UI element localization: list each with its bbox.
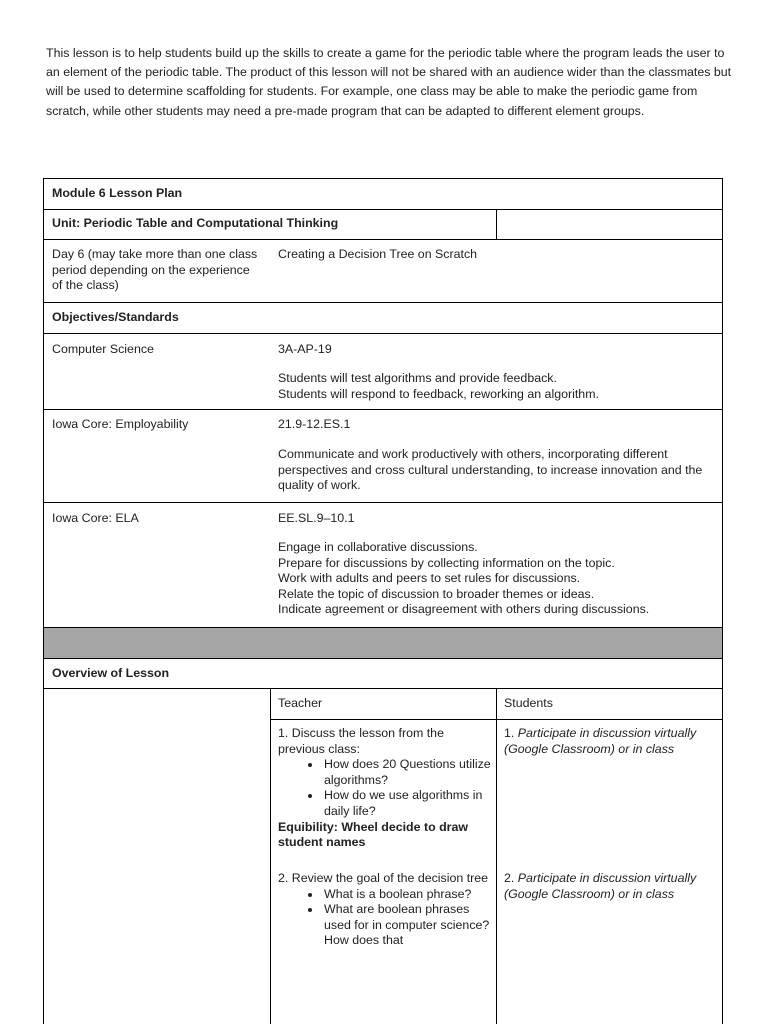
day-label: Day 6 (may take more than one class period depending on the experience of the class) <box>52 247 258 293</box>
standard-description: Students will test algorithms and provide feedback. Students will respond to feedback, reworking an algorithm. <box>278 371 599 401</box>
overview-heading: Overview of Lesson <box>52 666 170 680</box>
shaded-divider-row <box>44 628 722 658</box>
table-rule <box>496 688 497 1024</box>
table-rule <box>496 209 497 239</box>
table-rule <box>43 239 723 240</box>
table-rule <box>43 502 723 503</box>
table-title: Module 6 Lesson Plan <box>52 186 183 200</box>
unit-title: Unit: Periodic Table and Computational Thinking <box>52 216 339 230</box>
table-rule <box>43 409 723 410</box>
standard-name: Iowa Core: ELA <box>52 511 139 525</box>
standard-code: 3A-AP-19 <box>278 342 332 356</box>
table-rule <box>43 302 723 303</box>
standard-name: Computer Science <box>52 342 154 356</box>
teacher-step: 2. Review the goal of the decision tree • What is a boolean phrase? • What are boolean phrases used for in computer science? How does that <box>278 871 492 949</box>
table-rule <box>43 178 44 1024</box>
table-rule <box>43 209 723 210</box>
table-rule <box>270 688 271 1024</box>
students-column-header: Students <box>504 696 553 710</box>
list-item: • How does 20 Questions utilize algorithms? <box>322 757 492 788</box>
list-item: • What are boolean phrases used for in computer science? How does that <box>322 902 492 949</box>
list-item: • What is a boolean phrase? <box>322 887 492 903</box>
teacher-step: 1. Discuss the lesson from the previous class: • How does 20 Questions utilize algorithms? • How do we use algorithms in daily life? Equibility: Wheel decide to draw student names <box>278 726 492 851</box>
table-rule <box>43 333 723 334</box>
step-bullet-list <box>278 887 492 949</box>
objectives-heading: Objectives/Standards <box>52 310 179 324</box>
table-rule <box>43 658 723 659</box>
table-rule <box>722 178 723 1024</box>
standard-code: EE.SL.9–10.1 <box>278 511 355 525</box>
standard-description: Communicate and work productively with others, incorporating different perspectives and cross cultural understanding, to increase innovation and the quality of work. <box>278 447 703 493</box>
student-step: 1. Participate in discussion virtually (Google Classroom) or in class <box>504 726 697 756</box>
standard-code: 21.9-12.ES.1 <box>278 417 351 431</box>
intro-paragraph: This lesson is to help students build up the skills to create a game for the periodic table where the program leads the user to an element of the periodic table. The product of this lesson will not be shared with an audience wider than the classmates but will be used to determine scaffolding for students. For example, one class may be able to make the periodic game from scratch, while other students may need a pre-made program that can be adapted to different element groups. <box>46 46 732 118</box>
day-value: Creating a Decision Tree on Scratch <box>278 247 478 261</box>
list-item: • How do we use algorithms in daily life? <box>322 788 492 819</box>
standard-description: Engage in collaborative discussions. Prepare for discussions by collecting information on the topic. Work with adults and peers to set rules for discussions. Relate the topic of discussion to broader themes or ideas. Indicate agreement or disagreement with others during discussions. <box>278 540 650 617</box>
table-rule <box>43 688 723 689</box>
standard-name: Iowa Core: Employability <box>52 417 189 431</box>
table-rule <box>43 178 723 179</box>
teacher-column-header: Teacher <box>278 696 323 710</box>
equity-note: Equibility: Wheel decide to draw student names <box>278 819 469 850</box>
step-bullet-list <box>278 757 492 819</box>
student-step: 2. Participate in discussion virtually (Google Classroom) or in class <box>504 871 697 901</box>
table-rule <box>43 627 723 628</box>
